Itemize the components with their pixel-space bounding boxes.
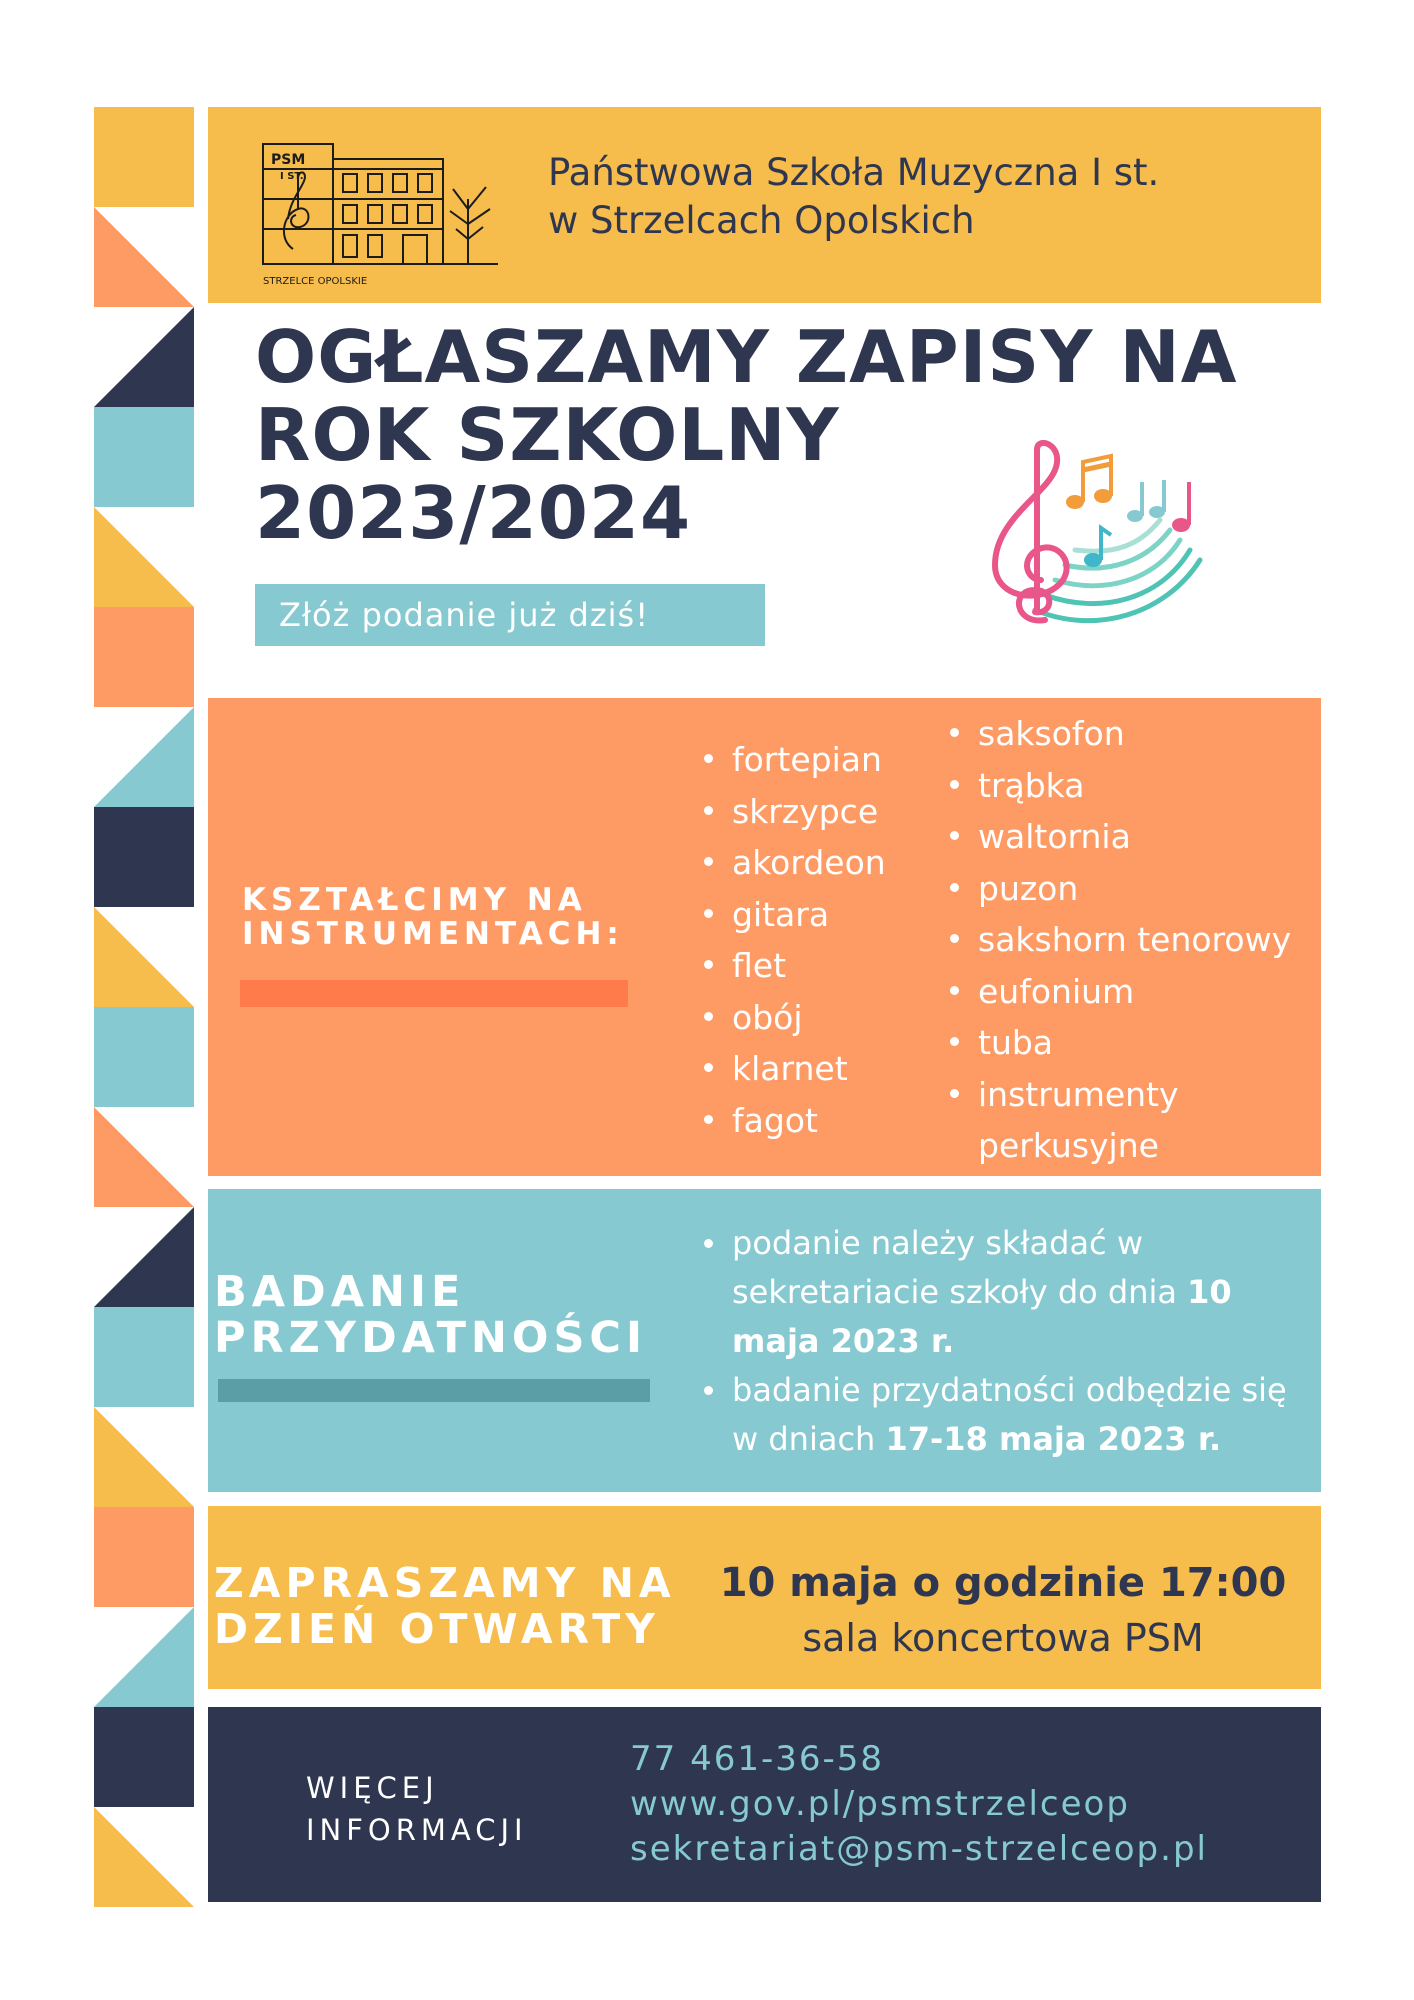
instrument-item: puzon	[944, 863, 1319, 915]
instrument-item: fortepian	[698, 734, 938, 786]
contact-website-link[interactable]: www.gov.pl/psmstrzelceop	[630, 1784, 1130, 1824]
aptitude-heading	[214, 1269, 674, 1361]
instruments-heading-line2: INSTRUMENTACH:	[242, 916, 624, 952]
decorative-side-strip	[94, 107, 194, 1907]
open-day-section	[208, 1506, 1321, 1689]
instrument-item: obój	[698, 992, 938, 1044]
instruments-list-left	[698, 734, 938, 1146]
school-logo	[238, 129, 508, 289]
aptitude-deadline-item: podanie należy składać w sekretariacie szkoły do dnia 10 maja 2023 r.	[698, 1219, 1308, 1366]
school-name-line2: w Strzelcach Opolskich	[548, 199, 975, 242]
instruments-section	[208, 698, 1321, 1176]
svg-text:STRZELCE OPOLSKIE: STRZELCE OPOLSKIE	[263, 276, 368, 287]
contact-section	[208, 1707, 1321, 1902]
aptitude-heading-line2: PRZYDATNOŚCI	[214, 1313, 647, 1363]
main-title-line1: OGŁASZAMY ZAPISY NA	[255, 315, 1238, 399]
instrument-item: instrumenty perkusyjne	[944, 1069, 1319, 1172]
apply-today-badge	[255, 584, 765, 646]
open-day-date: 10 maja o godzinie 17:00	[719, 1560, 1287, 1606]
instrument-item: gitara	[698, 889, 938, 941]
open-day-heading-line1: ZAPRASZAMY NA	[214, 1559, 676, 1607]
main-title-line2: ROK SZKOLNY	[255, 393, 840, 477]
instruments-list-right	[944, 708, 1319, 1172]
instrument-item: sakshorn tenorowy	[944, 914, 1319, 966]
aptitude-heading-bar	[218, 1379, 650, 1402]
open-day-place: sala koncertowa PSM	[802, 1616, 1204, 1660]
instrument-item: waltornia	[944, 811, 1319, 863]
open-day-details	[713, 1556, 1293, 1666]
instrument-item: tuba	[944, 1017, 1319, 1069]
open-day-heading	[214, 1560, 714, 1652]
school-name-line1: Państwowa Szkoła Muzyczna I st.	[548, 151, 1160, 194]
contact-details	[630, 1737, 1310, 1872]
header-band	[208, 107, 1321, 303]
contact-phone[interactable]: 77 461-36-58	[630, 1739, 885, 1779]
aptitude-section	[208, 1189, 1321, 1492]
instruments-heading	[242, 883, 642, 951]
svg-text:I ST.: I ST.	[280, 171, 304, 182]
music-notes-icon	[975, 440, 1215, 650]
main-title-line3: 2023/2024	[255, 471, 692, 555]
aptitude-info-list	[698, 1219, 1308, 1464]
apply-today-text: Złóż podanie już dziś!	[279, 596, 650, 634]
instrument-item: akordeon	[698, 837, 938, 889]
school-name	[548, 149, 1308, 245]
contact-heading-line1: WIĘCEJ	[306, 1771, 439, 1805]
instrument-item: fagot	[698, 1095, 938, 1147]
aptitude-heading-line1: BADANIE	[214, 1267, 466, 1317]
instrument-item: saksofon	[944, 708, 1319, 760]
contact-heading-line2: INFORMACJI	[306, 1813, 528, 1847]
aptitude-dates-item: badanie przydatności odbędzie się w dniach 17-18 maja 2023 r.	[698, 1366, 1308, 1464]
svg-text:PSM: PSM	[271, 152, 306, 168]
school-building-logo	[238, 129, 508, 289]
open-day-heading-line2: DZIEŃ OTWARTY	[214, 1605, 660, 1653]
contact-heading	[306, 1767, 586, 1851]
instruments-heading-line1: KSZTAŁCIMY NA	[242, 882, 587, 918]
instrument-item: skrzypce	[698, 786, 938, 838]
instruments-heading-bar	[240, 980, 628, 1007]
instrument-item: klarnet	[698, 1043, 938, 1095]
contact-email-link[interactable]: sekretariat@psm-strzelceop.pl	[630, 1829, 1208, 1869]
instrument-item: trąbka	[944, 760, 1319, 812]
instrument-item: eufonium	[944, 966, 1319, 1018]
instrument-item: flet	[698, 940, 938, 992]
